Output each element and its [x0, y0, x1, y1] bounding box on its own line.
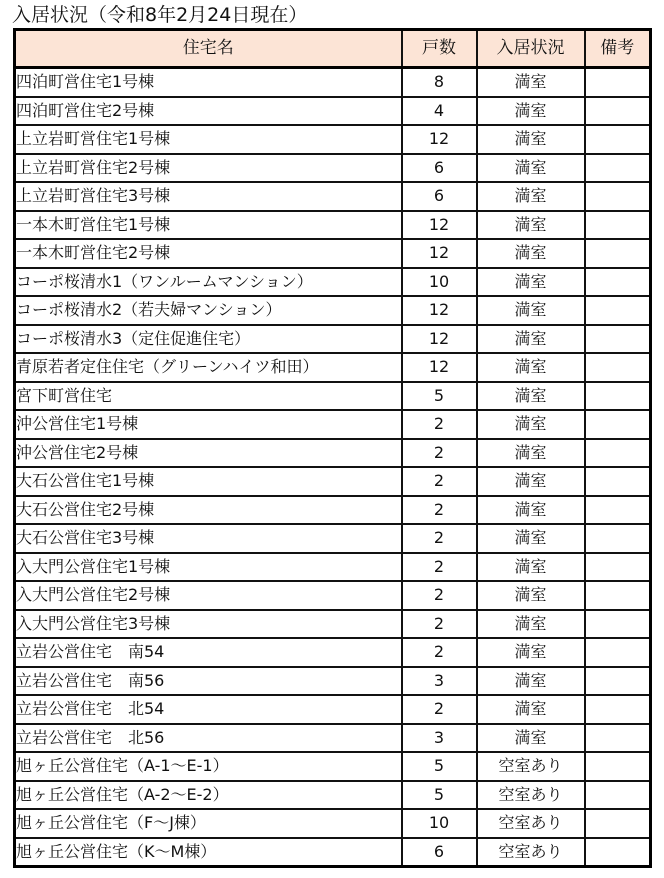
cell-remarks	[585, 610, 651, 639]
cell-occupancy-status: 満室	[477, 695, 585, 724]
cell-unit-count: 2	[402, 553, 477, 582]
cell-occupancy-status: 満室	[477, 496, 585, 525]
cell-housing-name: 入大門公営住宅3号棟	[15, 610, 402, 639]
cell-unit-count: 12	[402, 125, 477, 154]
cell-remarks	[585, 211, 651, 240]
cell-occupancy-status: 満室	[477, 353, 585, 382]
table-row	[15, 211, 651, 240]
cell-unit-count: 2	[402, 467, 477, 496]
table-row	[15, 467, 651, 496]
cell-housing-name: 上立岩町営住宅1号棟	[15, 125, 402, 154]
cell-unit-count: 3	[402, 667, 477, 696]
cell-occupancy-status: 満室	[477, 268, 585, 297]
cell-occupancy-status: 満室	[477, 553, 585, 582]
cell-remarks	[585, 752, 651, 781]
cell-remarks	[585, 667, 651, 696]
cell-housing-name: 旭ヶ丘公営住宅（K～M棟）	[15, 838, 402, 867]
cell-remarks	[585, 638, 651, 667]
cell-unit-count: 2	[402, 496, 477, 525]
table-row	[15, 353, 651, 382]
cell-unit-count: 10	[402, 268, 477, 297]
cell-occupancy-status: 満室	[477, 724, 585, 753]
cell-housing-name: 一本木町営住宅1号棟	[15, 211, 402, 240]
cell-housing-name: 大石公営住宅2号棟	[15, 496, 402, 525]
cell-occupancy-status: 満室	[477, 581, 585, 610]
cell-housing-name: 入大門公営住宅2号棟	[15, 581, 402, 610]
cell-housing-name: 上立岩町営住宅3号棟	[15, 182, 402, 211]
table-row	[15, 97, 651, 126]
cell-unit-count: 2	[402, 581, 477, 610]
header-note: 備考	[585, 30, 651, 68]
cell-occupancy-status: 満室	[477, 382, 585, 411]
cell-remarks	[585, 838, 651, 867]
cell-housing-name: 立岩公営住宅 北56	[15, 724, 402, 753]
cell-unit-count: 3	[402, 724, 477, 753]
cell-remarks	[585, 581, 651, 610]
cell-unit-count: 5	[402, 382, 477, 411]
cell-housing-name: 旭ヶ丘公営住宅（A-2～E-2）	[15, 781, 402, 810]
cell-remarks	[585, 182, 651, 211]
cell-occupancy-status: 満室	[477, 211, 585, 240]
cell-housing-name: 入大門公営住宅1号棟	[15, 553, 402, 582]
cell-occupancy-status: 空室あり	[477, 752, 585, 781]
cell-occupancy-status: 満室	[477, 610, 585, 639]
cell-remarks	[585, 553, 651, 582]
cell-occupancy-status: 満室	[477, 97, 585, 126]
cell-housing-name: コーポ桜清水2（若夫婦マンション）	[15, 296, 402, 325]
table-row	[15, 125, 651, 154]
table-row	[15, 382, 651, 411]
cell-unit-count: 12	[402, 239, 477, 268]
table-row	[15, 154, 651, 183]
table-row	[15, 439, 651, 468]
cell-occupancy-status: 満室	[477, 125, 585, 154]
table-row	[15, 752, 651, 781]
table-row	[15, 524, 651, 553]
table-row	[15, 809, 651, 838]
cell-remarks	[585, 410, 651, 439]
cell-remarks	[585, 439, 651, 468]
cell-unit-count: 2	[402, 524, 477, 553]
table-row	[15, 638, 651, 667]
cell-remarks	[585, 239, 651, 268]
cell-unit-count: 12	[402, 353, 477, 382]
cell-unit-count: 6	[402, 838, 477, 867]
cell-unit-count: 2	[402, 610, 477, 639]
cell-remarks	[585, 325, 651, 354]
table-row	[15, 553, 651, 582]
cell-occupancy-status: 満室	[477, 410, 585, 439]
cell-remarks	[585, 353, 651, 382]
cell-occupancy-status: 満室	[477, 239, 585, 268]
table-row	[15, 268, 651, 297]
cell-housing-name: コーポ桜清水1（ワンルームマンション）	[15, 268, 402, 297]
cell-remarks	[585, 467, 651, 496]
cell-occupancy-status: 満室	[477, 667, 585, 696]
cell-housing-name: 上立岩町営住宅2号棟	[15, 154, 402, 183]
cell-housing-name: 大石公営住宅3号棟	[15, 524, 402, 553]
cell-remarks	[585, 809, 651, 838]
cell-housing-name: 立岩公営住宅 南54	[15, 638, 402, 667]
cell-unit-count: 6	[402, 154, 477, 183]
table-row	[15, 695, 651, 724]
cell-occupancy-status: 空室あり	[477, 809, 585, 838]
table-row	[15, 325, 651, 354]
cell-unit-count: 2	[402, 638, 477, 667]
cell-housing-name: 大石公営住宅1号棟	[15, 467, 402, 496]
cell-remarks	[585, 68, 651, 97]
table-header-row	[15, 30, 651, 68]
header-status: 入居状況	[477, 30, 585, 68]
cell-remarks	[585, 296, 651, 325]
cell-occupancy-status: 満室	[477, 467, 585, 496]
cell-housing-name: 一本木町営住宅2号棟	[15, 239, 402, 268]
cell-housing-name: 沖公営住宅1号棟	[15, 410, 402, 439]
table-row	[15, 781, 651, 810]
cell-remarks	[585, 781, 651, 810]
cell-occupancy-status: 満室	[477, 182, 585, 211]
cell-occupancy-status: 満室	[477, 524, 585, 553]
cell-unit-count: 10	[402, 809, 477, 838]
cell-housing-name: コーポ桜清水3（定住促進住宅）	[15, 325, 402, 354]
table-row	[15, 724, 651, 753]
cell-housing-name: 旭ヶ丘公営住宅（F～J棟）	[15, 809, 402, 838]
cell-housing-name: 旭ヶ丘公営住宅（A-1～E-1）	[15, 752, 402, 781]
table-row	[15, 496, 651, 525]
cell-housing-name: 立岩公営住宅 南56	[15, 667, 402, 696]
table-row	[15, 239, 651, 268]
cell-remarks	[585, 154, 651, 183]
cell-housing-name: 四泊町営住宅2号棟	[15, 97, 402, 126]
cell-unit-count: 12	[402, 325, 477, 354]
cell-housing-name: 青原若者定住住宅（グリーンハイツ和田）	[15, 353, 402, 382]
cell-unit-count: 5	[402, 781, 477, 810]
cell-occupancy-status: 満室	[477, 154, 585, 183]
cell-unit-count: 5	[402, 752, 477, 781]
cell-unit-count: 2	[402, 439, 477, 468]
cell-occupancy-status: 満室	[477, 325, 585, 354]
cell-unit-count: 12	[402, 296, 477, 325]
cell-housing-name: 沖公営住宅2号棟	[15, 439, 402, 468]
cell-occupancy-status: 空室あり	[477, 781, 585, 810]
cell-unit-count: 2	[402, 695, 477, 724]
header-name: 住宅名	[15, 30, 402, 68]
cell-housing-name: 宮下町営住宅	[15, 382, 402, 411]
cell-remarks	[585, 496, 651, 525]
cell-unit-count: 12	[402, 211, 477, 240]
table-row	[15, 581, 651, 610]
cell-remarks	[585, 268, 651, 297]
occupancy-table	[13, 28, 652, 868]
cell-remarks	[585, 382, 651, 411]
cell-housing-name: 四泊町営住宅1号棟	[15, 68, 402, 97]
table-body	[15, 68, 651, 867]
cell-remarks	[585, 724, 651, 753]
table-row	[15, 838, 651, 867]
cell-unit-count: 8	[402, 68, 477, 97]
cell-unit-count: 6	[402, 182, 477, 211]
cell-occupancy-status: 満室	[477, 68, 585, 97]
table-row	[15, 667, 651, 696]
table-row	[15, 68, 651, 97]
cell-occupancy-status: 満室	[477, 296, 585, 325]
page-title: 入居状況（令和8年2月24日現在）	[12, 4, 308, 26]
cell-remarks	[585, 97, 651, 126]
cell-remarks	[585, 695, 651, 724]
cell-housing-name: 立岩公営住宅 北54	[15, 695, 402, 724]
cell-occupancy-status: 満室	[477, 638, 585, 667]
table-row	[15, 182, 651, 211]
table-row	[15, 296, 651, 325]
header-units: 戸数	[402, 30, 477, 68]
cell-occupancy-status: 満室	[477, 439, 585, 468]
cell-unit-count: 2	[402, 410, 477, 439]
cell-remarks	[585, 125, 651, 154]
table-row	[15, 610, 651, 639]
cell-unit-count: 4	[402, 97, 477, 126]
cell-occupancy-status: 空室あり	[477, 838, 585, 867]
cell-remarks	[585, 524, 651, 553]
table-row	[15, 410, 651, 439]
